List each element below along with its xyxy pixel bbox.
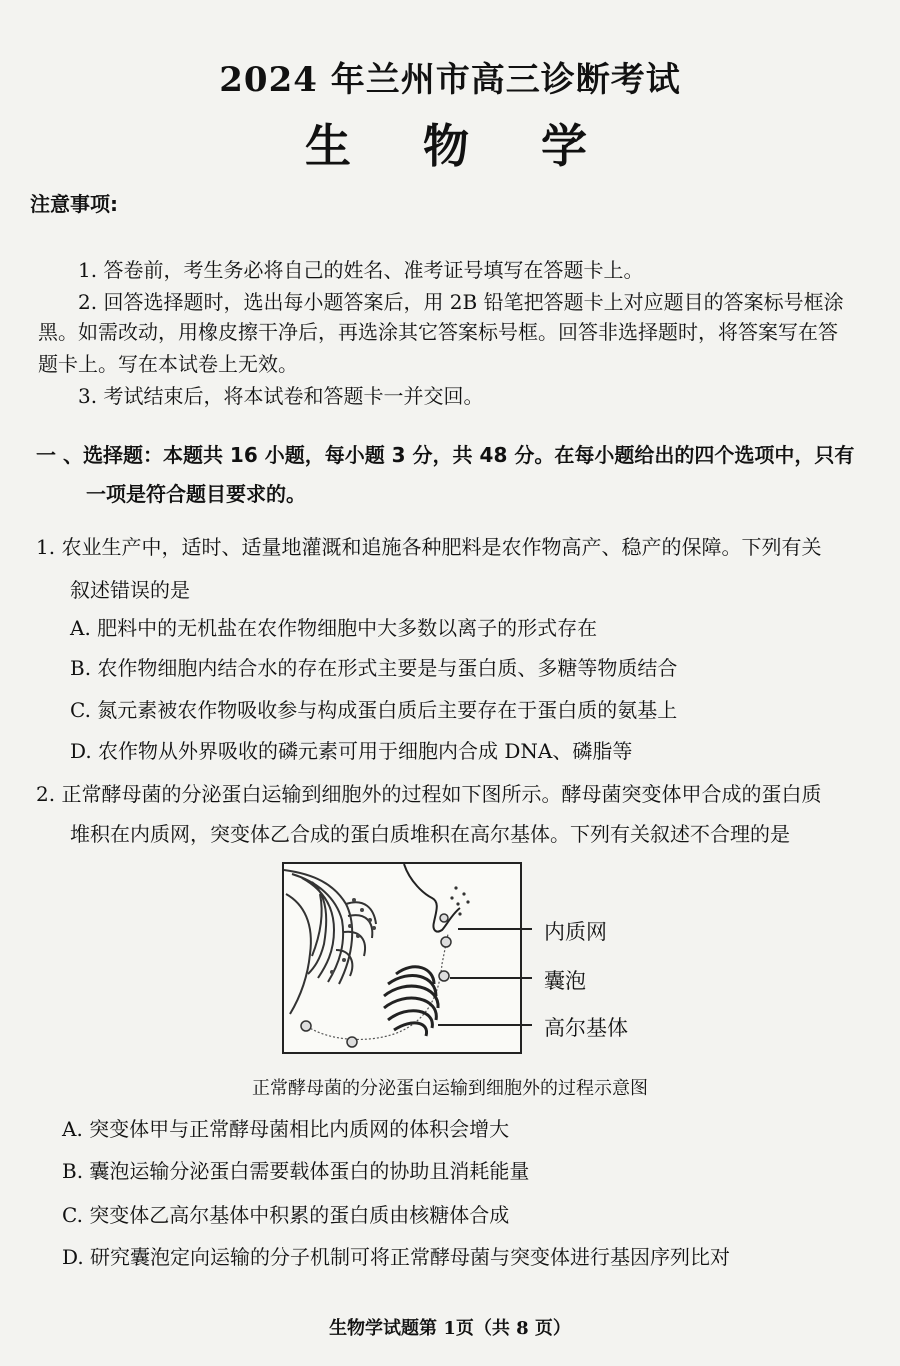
q1-stem-1: 1. 农业生产中，适时、适量地灌溉和追施各种肥料是农作物高产、稳产的保障。下列有关 (36, 535, 822, 559)
notice-line-2: 2. 回答选择题时，选出每小题答案后，用 2B 铅笔把答题卡上对应题目的答案标号框涂 (78, 290, 844, 314)
notice-line-5: 3. 考试结束后，将本试卷和答题卡一并交回。 (78, 384, 484, 408)
leader-line-vesicle (450, 977, 532, 979)
q1-stem-2: 叙述错误的是 (70, 578, 190, 602)
q1-option-a: A. 肥料中的无机盐在农作物细胞中大多数以离子的形式存在 (70, 616, 598, 640)
notice-line-3: 黑。如需改动，用橡皮擦干净后，再选涂其它答案标号框。回答非选择题时，将答案写在答 (38, 320, 838, 344)
q1-option-c: C. 氮元素被农作物吸收参与构成蛋白质后主要存在于蛋白质的氨基上 (70, 698, 678, 722)
figure-caption: 正常酵母菌的分泌蛋白运输到细胞外的过程示意图 (252, 1078, 648, 1099)
transport-path (304, 934, 448, 1039)
page-footer: 生物学试题第 1页（共 8 页） (329, 1318, 571, 1339)
q1-option-b: B. 农作物细胞内结合水的存在形式主要是与蛋白质、多糖等物质结合 (70, 656, 678, 680)
exam-title: 2024 年兰州市高三诊断考试 (219, 60, 681, 100)
q2-option-d: D. 研究囊泡定向运输的分子机制可将正常酵母菌与突变体进行基因序列比对 (62, 1245, 731, 1269)
leader-line-golgi (438, 1024, 532, 1026)
q2-stem-2: 堆积在内质网，突变体乙合成的蛋白质堆积在高尔基体。下列有关叙述不合理的是 (70, 822, 790, 846)
notice-line-4: 题卡上。写在本试卷上无效。 (38, 352, 298, 376)
label-endoplasmic-reticulum: 内质网 (544, 920, 607, 944)
leader-line-er (458, 928, 532, 930)
section-heading-1: 一 、选择题：本题共 16 小题，每小题 3 分，共 48 分。在每小题给出的四个选项中，只有 (36, 443, 855, 467)
q2-stem-1: 2. 正常酵母菌的分泌蛋白运输到细胞外的过程如下图所示。酵母菌突变体甲合成的蛋白质 (36, 782, 822, 806)
q2-option-c: C. 突变体乙高尔基体中积累的蛋白质由核糖体合成 (62, 1203, 510, 1227)
q1-option-d: D. 农作物从外界吸收的磷元素可用于细胞内合成 DNA、磷脂等 (70, 739, 633, 763)
label-vesicle: 囊泡 (544, 969, 586, 993)
endoplasmic-reticulum-shape (284, 870, 376, 1014)
subject-title: 生 物 学 (304, 119, 616, 173)
label-golgi: 高尔基体 (544, 1016, 628, 1040)
secreted-protein-dots (450, 886, 469, 915)
notice-heading: 注意事项: (30, 192, 118, 216)
q2-option-a: A. 突变体甲与正常酵母菌相比内质网的体积会增大 (62, 1117, 510, 1141)
q2-option-b: B. 囊泡运输分泌蛋白需要载体蛋白的协助且消耗能量 (62, 1159, 530, 1183)
section-heading-2: 一项是符合题目要求的。 (86, 482, 306, 506)
notice-line-1: 1. 答卷前，考生务必将自己的姓名、准考证号填写在答题卡上。 (78, 258, 644, 282)
